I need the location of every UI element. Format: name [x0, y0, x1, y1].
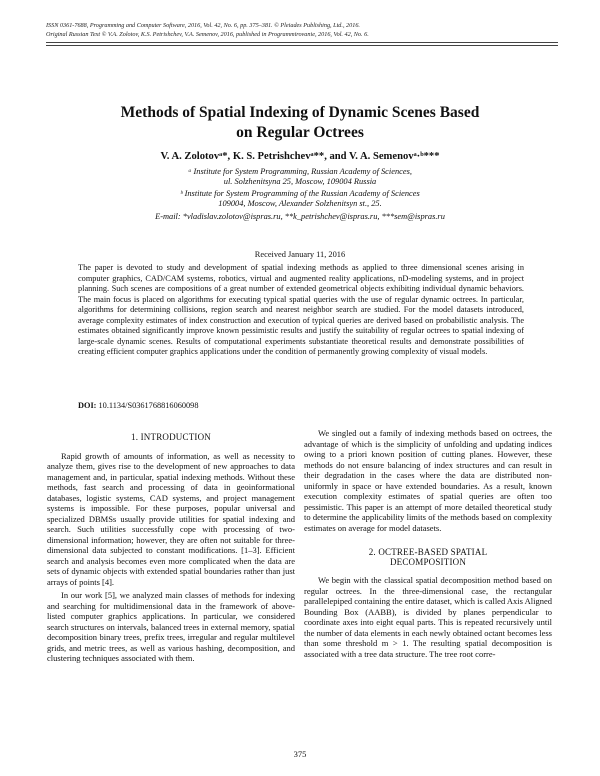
paper-title-line-2: on Regular Octrees [236, 124, 364, 141]
doi-label: DOI: [78, 401, 97, 410]
journal-header [46, 21, 566, 40]
section-heading-octree [304, 547, 552, 567]
authors: V. A. Zolotovᵃ*, K. S. Petrishchevᵃ**, and V. A. Semenovᵃ·ᵇ*** [160, 151, 440, 162]
section-heading-octree-line-1: 2. OCTREE-BASED SPATIAL [368, 547, 488, 557]
right-column [304, 428, 552, 662]
affiliation-a-line-1: ᵃ Institute for System Programming, Russian Academy of Sciences, [188, 167, 412, 176]
paper-title-line-1: Methods of Spatial Indexing of Dynamic Scenes Based [120, 104, 480, 121]
header-rule-top [46, 42, 558, 43]
doi-value[interactable]: 10.1134/S0361768816060098 [98, 401, 199, 410]
author-emails: E-mail: *vladislav.zolotov@ispras.ru, **k_petrishchev@ispras.ru, ***sem@ispras.ru [155, 212, 445, 221]
journal-header-line-1: ISSN 0361-7688, Programming and Computer Software, 2016, Vol. 42, No. 6, pp. 375–381. © Pleiades Publishing, Ltd., 2016. [46, 22, 360, 29]
intro-paragraph-2: In our work [5], we analyzed main classes of methods for indexing and searching for multidimensional data in the framework of above-listed computer graphics applications. In particular, we considered search structures on intervals, balanced trees in external memory, spatial decomposition binary trees, prefix trees, irregular and regular multilevel grids, and metric trees, as well as various hashing, decomposition, and clustering techniques associated with them. [47, 590, 295, 663]
affiliation-b [40, 189, 560, 210]
intro-paragraph-1: Rapid growth of amounts of information, as well as necessity to analyze them, gives rise to the development of new approaches to data management and, in particular, spatial indexing methods. Without these methods, fast search and processing of data in geoinformational databases, logistic systems, CAD systems, and project management systems is impossible. For these purposes, popular universal and specialized DBMSs usually provide utilities for spatial indexing and search. Such utilities successfully cope with processing of two-dimensional information; however, they are often not suitable for three-dimensional data subjected to constant modifications. [1–3]. Efficient search and analysis becomes even more complicated when the data are sets of dynamic objects with extended spatial boundaries rather than just arrays of points [4]. [47, 450, 295, 587]
affiliation-a-line-2: ul. Solzhenitsyna 25, Moscow, 109004 Russia [223, 177, 377, 187]
abstract-text: The paper is devoted to study and development of spatial indexing methods as applied to three dimensional scenes arising in computer graphics, CAD/CAM systems, robotics, virtual and augmented reality applications, nD-modeling systems, and in project planning. Such scenes are compositions of a great number of extended geometrical objects exhibiting individual dynamic behaviors. The main focus is placed on algorithms for executing typical spatial queries with the use of regular dynamic octrees. In particular, algorithms for determining collisions, region search and nearest neighbor search are studied. For the model datasets introduced, average complexity estimates of index construction and execution of typical queries are derived based on probabilistic analysis. The estimates obtained significantly improve known pessimistic results and justify the suitability of regular octrees to spatial indexing of large-scale dynamic scenes. Results of computational experiments substantiate theoretical results and demonstrate possibilities of creating efficient computer graphics applications under the condition of permanently growing complexity of visual models. [78, 263, 524, 356]
affiliation-a [40, 167, 560, 188]
paper-title [40, 103, 560, 143]
page-number: 375 [293, 749, 307, 759]
received-date: Received January 11, 2016 [254, 250, 346, 259]
header-rule-bottom [46, 45, 558, 46]
intro-paragraph-3: We singled out a family of indexing methods based on octrees, the advantage of which is the simplicity of unfolding and updating indices owing to a priori known position of cutting planes. However, these methods do not ensure balancing of index structures and can result in their degradation in the cases where the data are distributed non-uniformly in space or have extended boundaries. As a result, known execution complexity estimates of spatial queries are often too pessimistic. This paper is an attempt of more detailed theoretical study to determine the applicability limits of the methods based on complexity estimates on average for model datasets. [304, 428, 552, 533]
affiliation-b-line-2: 109004, Moscow, Alexander Solzhenitsyn st., 25. [218, 199, 382, 209]
section-heading-introduction: 1. INTRODUCTION [131, 432, 211, 442]
left-column [47, 430, 295, 667]
affiliation-b-line-1: ᵇ Institute for System Programming of the Russian Academy of Sciences [180, 189, 420, 198]
doi-line [78, 401, 198, 410]
journal-header-line-2: Original Russian Text © V.A. Zolotov, K.S. Petrishchev, V.A. Semenov, 2016, published in Programmirovanie, 2016, Vol. 42, No. 6. [46, 31, 369, 39]
abstract [78, 263, 524, 358]
section-heading-octree-line-2: DECOMPOSITION [389, 557, 467, 567]
octree-paragraph-1: We begin with the classical spatial decomposition method based on regular octrees. In the three-dimensional case, the rectangular parallelepiped containing the entire dataset, which is called Axis Aligned Bounding Box (AABB), is divided by planes perpendicular to coordinate axes into eight equal parts. This is repeated recursively until the number of data elements in each newly obtained octant becomes less than some threshold m > 1. The resulting spatial decomposition is associated with a tree data structure. The tree root corre- [304, 575, 552, 659]
